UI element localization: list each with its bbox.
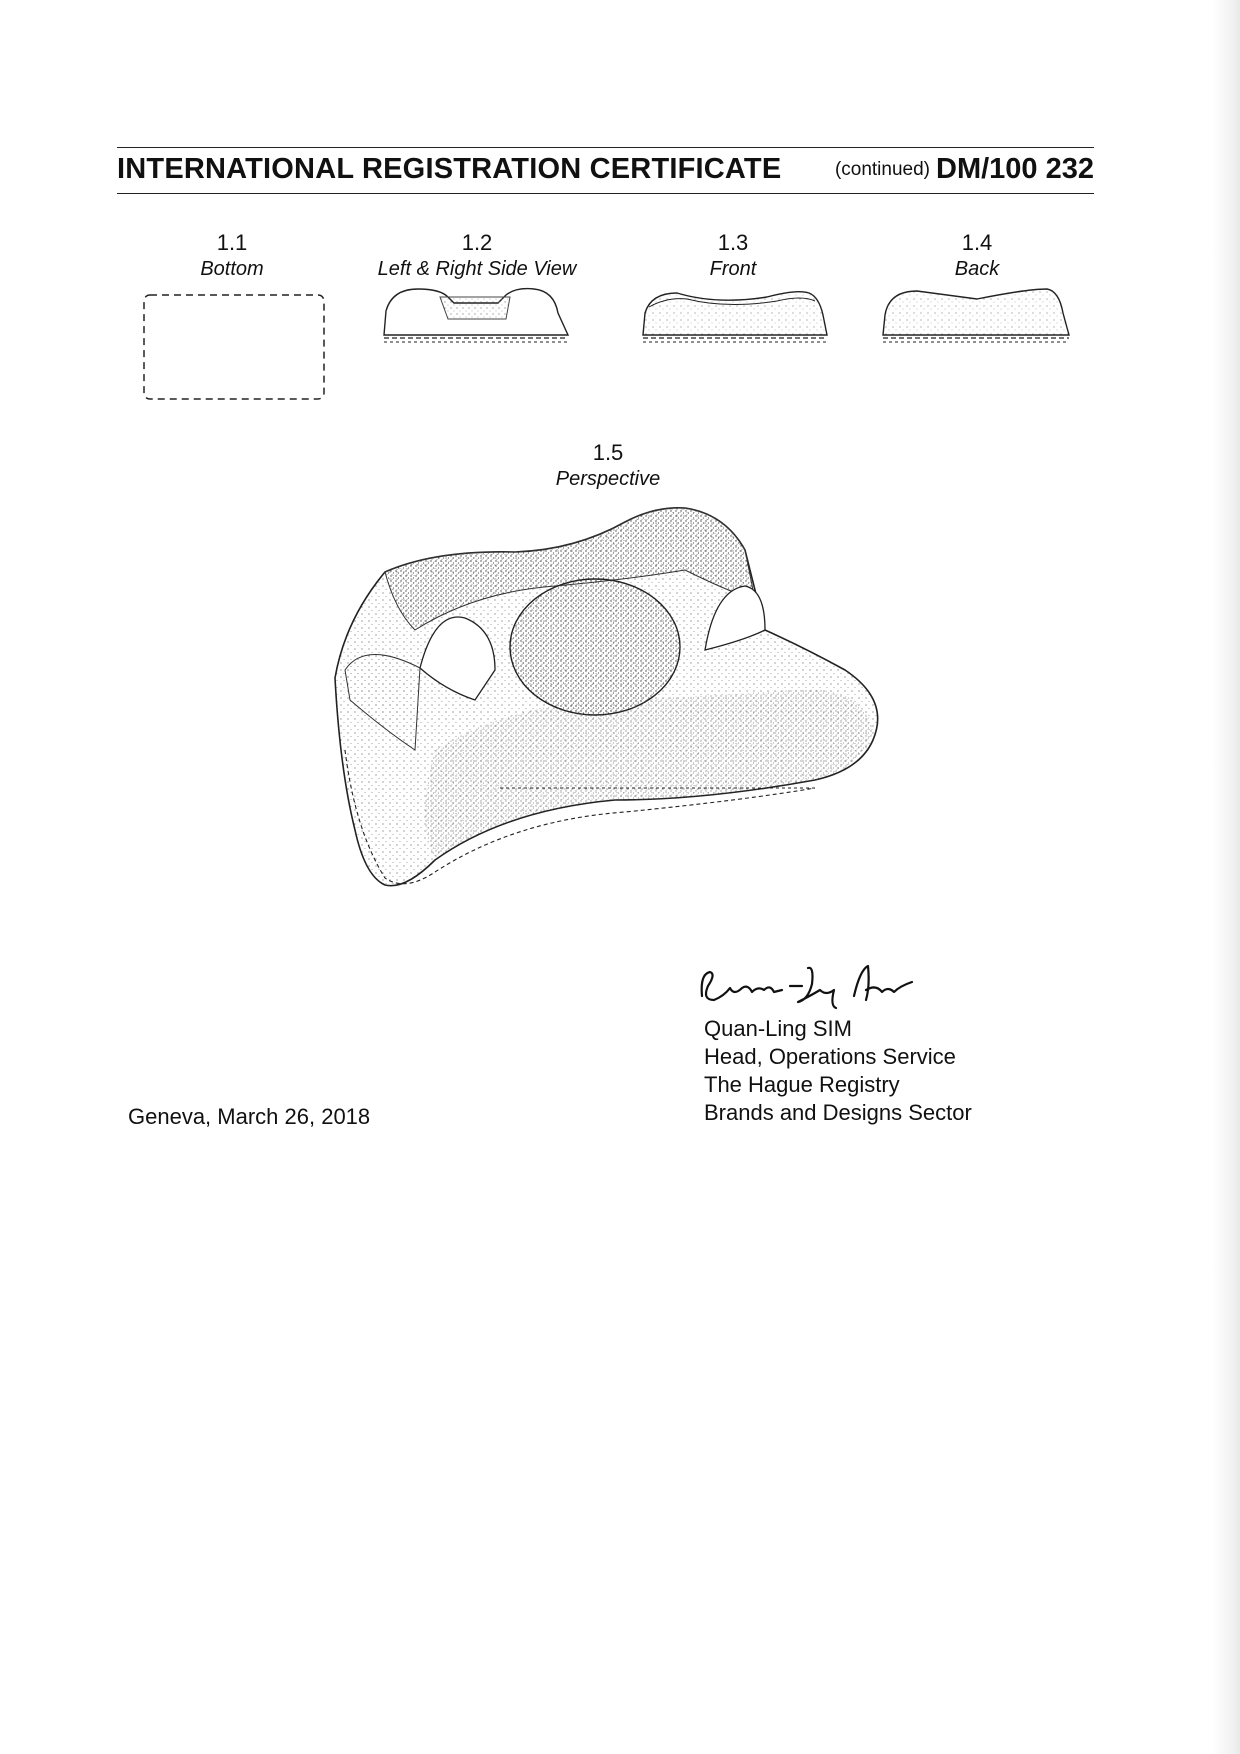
registration-number: DM/100 232 xyxy=(936,153,1094,185)
view-number: 1.1 xyxy=(216,230,248,255)
header-reference xyxy=(835,153,1094,186)
certificate-title: INTERNATIONAL REGISTRATION CERTIFICATE xyxy=(117,153,782,185)
view-label-1-3 xyxy=(603,230,863,282)
front-view-drawing xyxy=(637,283,832,348)
view-caption: Front xyxy=(709,258,757,280)
signatory-block xyxy=(704,1015,972,1127)
signatory-sector: Brands and Designs Sector xyxy=(704,1100,972,1125)
scan-edge-shadow xyxy=(1212,0,1240,1754)
view-caption: Perspective xyxy=(555,468,661,490)
view-caption: Back xyxy=(954,258,1000,280)
view-caption: Bottom xyxy=(200,258,264,280)
side-view-drawing xyxy=(378,283,578,348)
signatory-title: Head, Operations Service xyxy=(704,1044,956,1069)
view-number: 1.2 xyxy=(461,230,493,255)
view-number: 1.3 xyxy=(717,230,749,255)
view-label-1-1 xyxy=(102,230,362,282)
view-number: 1.4 xyxy=(961,230,993,255)
signatory-name: Quan-Ling SIM xyxy=(704,1016,852,1041)
view-label-1-5 xyxy=(478,440,738,492)
view-caption: Left & Right Side View xyxy=(377,258,577,280)
view-number: 1.5 xyxy=(592,440,624,465)
header-top-rule xyxy=(117,147,1094,148)
bottom-view-drawing xyxy=(140,290,330,405)
perspective-view-drawing xyxy=(325,500,900,900)
header-bottom-rule xyxy=(117,193,1094,194)
place-and-date: Geneva, March 26, 2018 xyxy=(128,1104,371,1129)
back-view-drawing xyxy=(877,283,1072,348)
signature-mark xyxy=(690,956,930,1014)
continued-label: (continued) xyxy=(834,159,930,180)
view-label-1-4 xyxy=(847,230,1107,282)
view-label-1-2 xyxy=(347,230,607,282)
signatory-department: The Hague Registry xyxy=(704,1072,900,1097)
